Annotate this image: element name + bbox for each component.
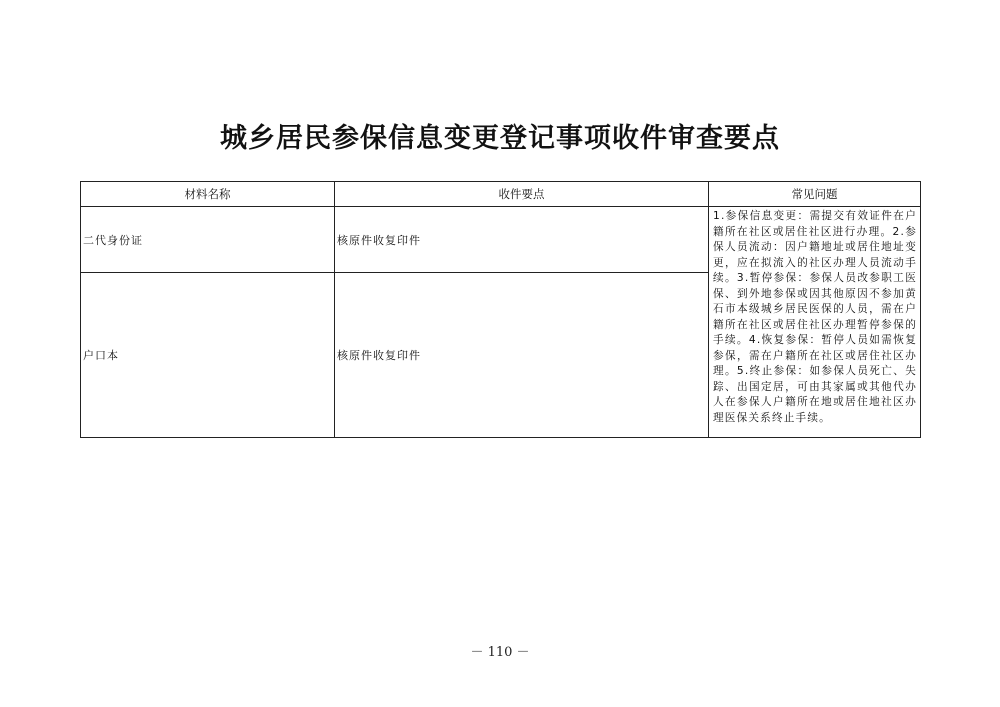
table-row	[81, 207, 921, 273]
key-point-cell: 核原件收复印件	[335, 207, 709, 273]
material-name-cell: 二代身份证	[81, 207, 335, 273]
review-points-table	[80, 181, 921, 438]
common-problems-cell: 1.参保信息变更：需提交有效证件在户籍所在社区或居住社区进行办理。2.参保人员流动：因户籍地址或居住地址变更，应在拟流入的社区办理人员流动手续。3.暂停参保：参保人员改参职工医保、到外地参保或因其他原因不参加黄石市本级城乡居民医保的人员，需在户籍所在社区或居住社区办理暂停参保的手续。4.恢复参保：暂停人员如需恢复参保，需在户籍所在社区或居住社区办理。5.终止参保：如参保人员死亡、失踪、出国定居，可由其家属或其他代办人在参保人户籍所在地或居住地社区办理医保关系终止手续。	[709, 207, 921, 438]
document-title: 城乡居民参保信息变更登记事项收件审查要点	[220, 123, 780, 154]
key-point-cell: 核原件收复印件	[335, 273, 709, 438]
page-number: － 110 －	[470, 645, 530, 660]
material-name-cell: 户口本	[81, 273, 335, 438]
table-header-row	[81, 182, 921, 207]
header-material-name: 材料名称	[81, 182, 335, 207]
header-key-points: 收件要点	[335, 182, 709, 207]
header-common-problems: 常见问题	[709, 182, 921, 207]
